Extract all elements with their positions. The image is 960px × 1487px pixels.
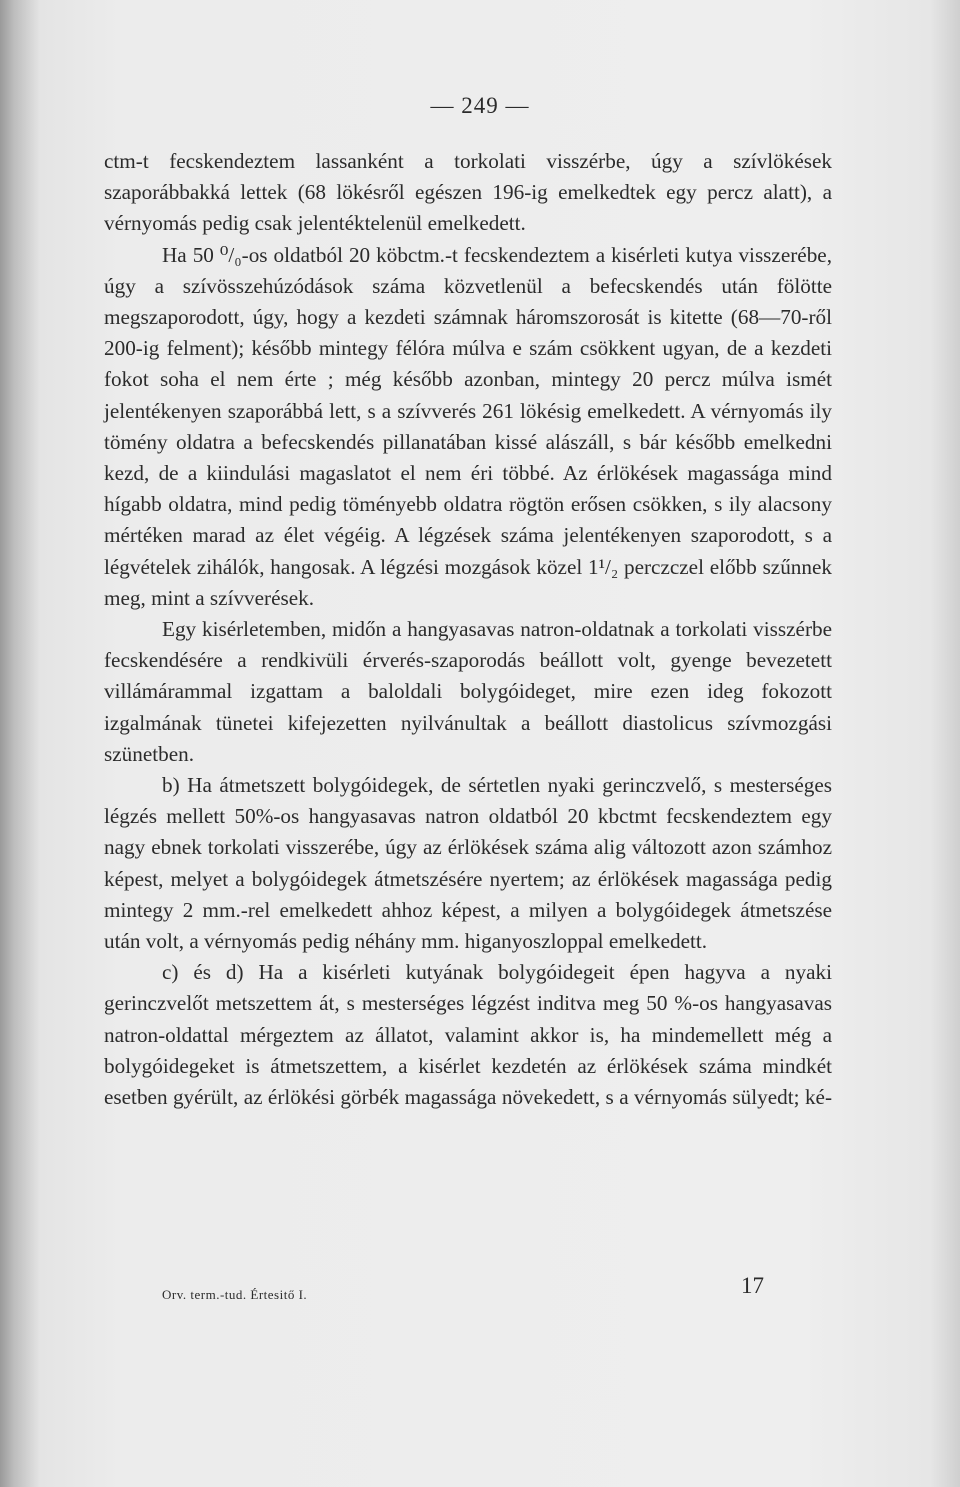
paragraph: ctm-t fecskendeztem lassanként a torkolati visszérbe, úgy a szívlökések szaporábbakká lettek (68 lökésről egészen 196-ig emelkedtek egy percz alatt), a vérnyomás pedig csak jelentéktelenül emelkedett.	[104, 149, 832, 236]
journal-title: Orv. term.-tud. Értesitő I.	[162, 1287, 308, 1302]
paragraph: b) Ha átmetszett bolygóidegek, de sértetlen nyaki gerinczvelő, s mesterséges légzés mellett 50%-os hangyasavas natron oldatból 20 kbctmt fecskendeztem egy nagy ebnek torkolati visszerébe, úgy az érlökések száma alig változott azon számhoz képest, melyet a bolygóidegek átmetszésére nyertem; az érlökések magassága pedig mintegy 2 mm.-rel emelkedett ahhoz képest, a milyen a bolygóidegek átmetszése után volt, a vérnyomás pedig néhány mm. higanyoszloppal emelkedett.	[104, 773, 832, 954]
page-footer	[0, 1273, 960, 1313]
page-number: — 249 —	[430, 93, 530, 118]
signature-mark: 17	[741, 1273, 764, 1298]
paragraph: Ha 50 ⁰/₀-os oldatból 20 köbctm.-t fecskendeztem a kisérleti kutya visszerébe, úgy a szívösszehúzódások száma közvetlenül a befecskendés után fölötte megszaporodott, úgy, hogy a kezdeti számnak háromszorosát is kitette (68—70-ről 200-ig felment); később mintegy félóra múlva e szám csökkent ugyan, de a kezdeti fokot soha el nem érte ; még később azonban, mintegy 20 percz múlva ismét jelentékenyen szaporábbá lett, s a szívverés 261 lökésig emelkedett. A vérnyomás ily tömény oldatra a befecskendés pillanatában kissé alászáll, s bár később emelkedni kezd, de a kiindulási magaslatot el nem éri többé. Az érlökések magassága mind hígabb oldatra, mind pedig töményebb oldatra rögtön erősen csökken, s ily alacsony mértéken marad az élet végéig. A légzések száma jelentékenyen szaporodott, s a légvételek zihálók, hangosak. A légzési mozgások közel 1¹/₂ perczczel előbb szűnnek meg, mint a szívverések.	[104, 242, 832, 610]
body-text	[104, 146, 832, 1113]
paragraph: c) és d) Ha a kisérleti kutyának bolygóidegeit épen hagyva a nyaki gerinczvelőt metszettem át, s mesterséges légzést inditva meg 50 %-os hangyasavas natron-oldattal mérgeztem az állatot, valamint akkor is, ha mindemellett még a bolygóidegeket is átmetszettem, a kisérlet kezdetén az érlökések száma mindkét esetben gyérült, az érlökési görbék magassága növekedett, s a vérnyomás sülyedt; ké-	[104, 960, 832, 1110]
paragraph: Egy kisérletemben, midőn a hangyasavas natron-oldatnak a torkolati visszérbe fecskendésére a rendkivüli érverés-szaporodás beállott volt, gyenge bevezetett villámárammal izgattam a baloldali bolygóideget, mire ezen ideg fokozott izgalmának tünetei kifejezetten nyilvánultak a beállott diastolicus szívmozgási szünetben.	[104, 617, 832, 766]
